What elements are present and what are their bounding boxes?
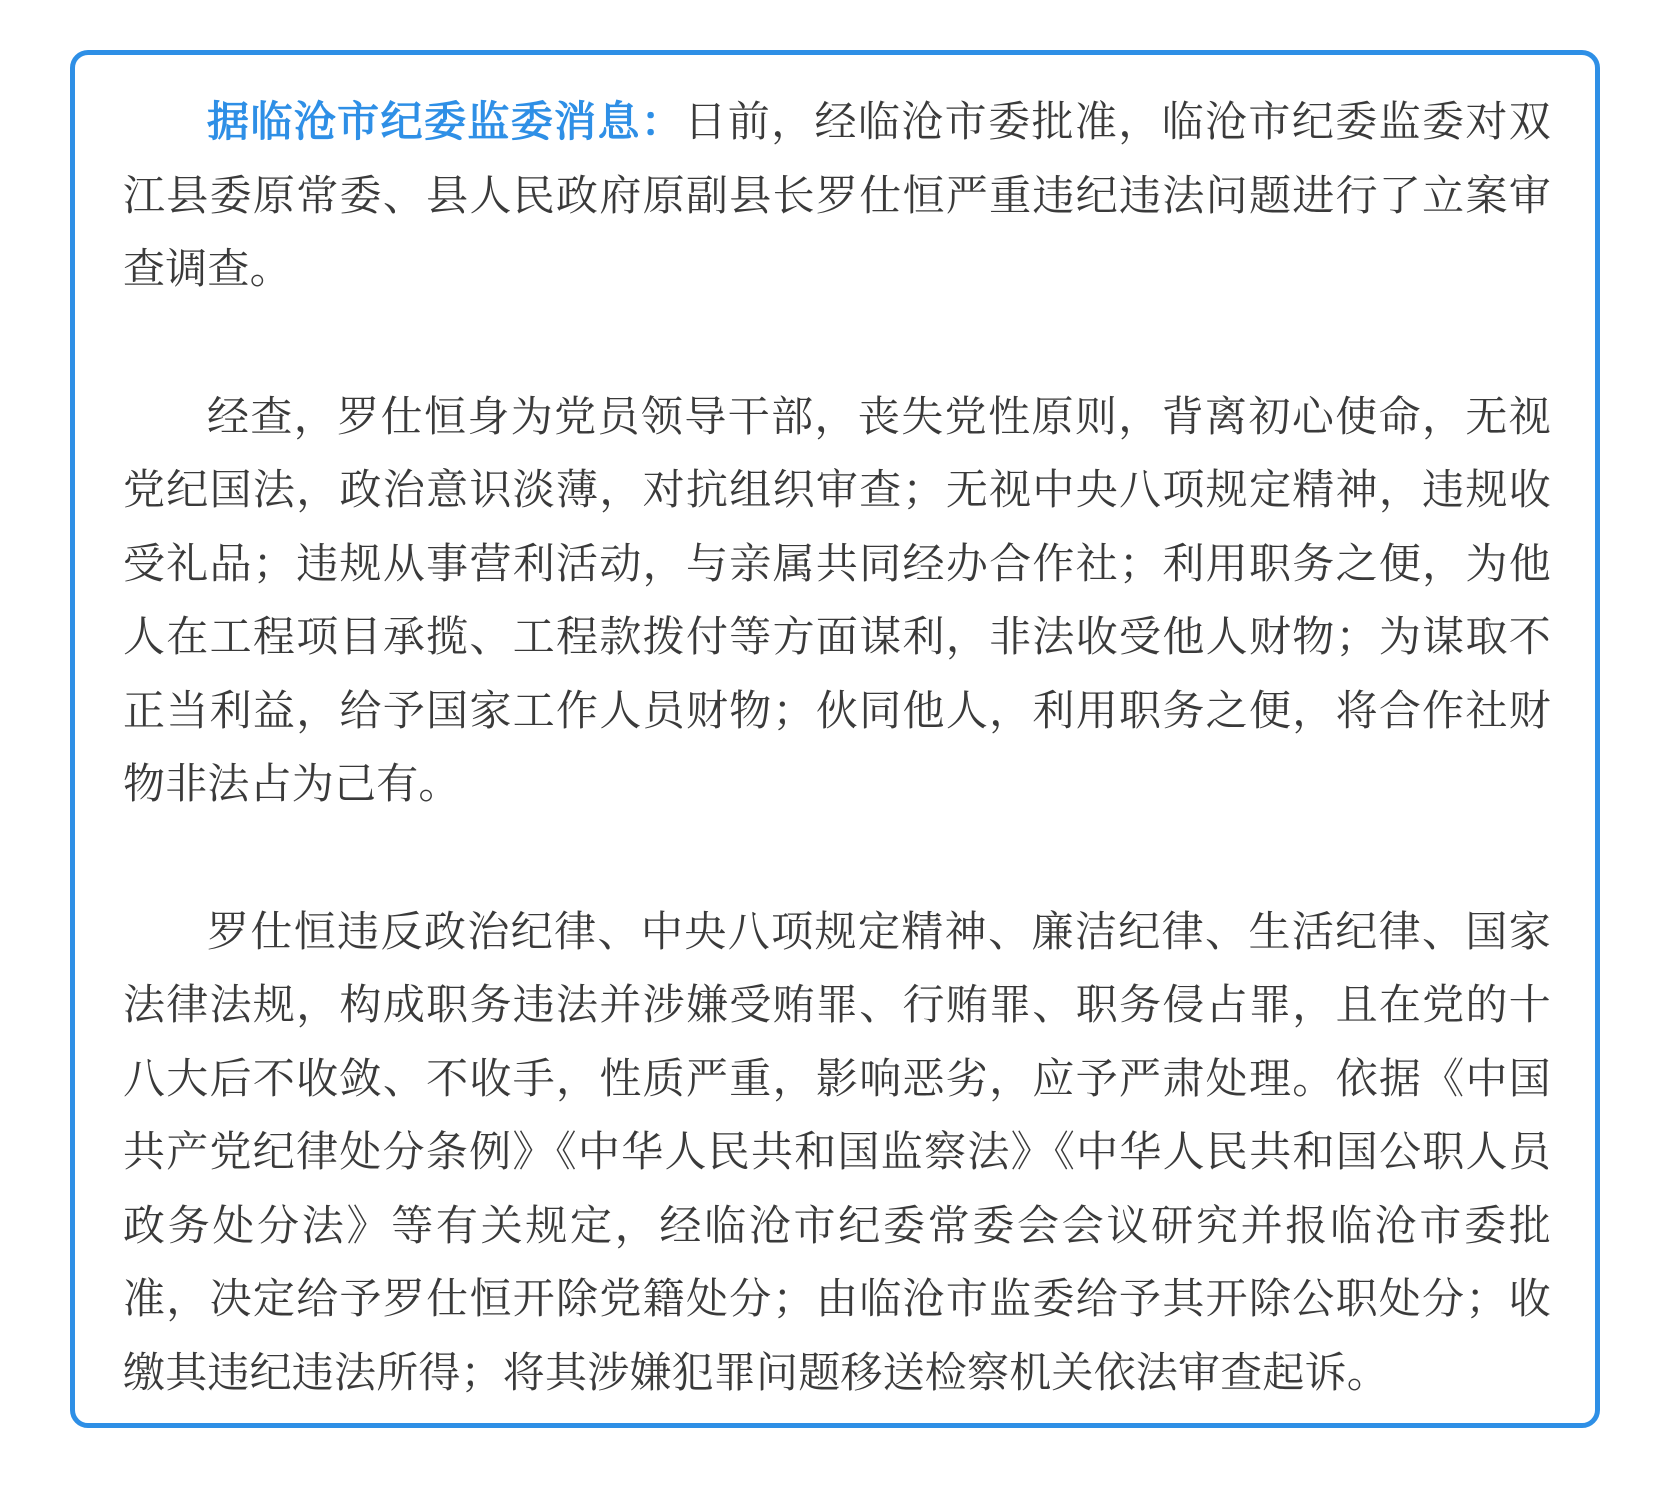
article-frame	[70, 50, 1600, 1428]
paragraph-1-text: 日前，经临沧市委批准，临沧市纪委监委对双江县委原常委、县人民政府原副县长罗仕恒严重违纪违法问题进行了立案审查调查。	[123, 97, 1551, 293]
paragraph-2: 经查，罗仕恒身为党员领导干部，丧失党性原则，背离初心使命，无视党纪国法，政治意识淡薄，对抗组织审查；无视中央八项规定精神，违规收受礼品；违规从事营利活动，与亲属共同经办合作社；利用职务之便，为他人在工程项目承揽、工程款拨付等方面谋利，非法收受他人财物；为谋取不正当利益，给予国家工作人员财物；伙同他人，利用职务之便，将合作社财物非法占为己有。	[123, 391, 1551, 808]
paragraph-3: 罗仕恒违反政治纪律、中央八项规定精神、廉洁纪律、生活纪律、国家法律法规，构成职务违法并涉嫌受贿罪、行贿罪、职务侵占罪，且在党的十八大后不收敛、不收手，性质严重，影响恶劣，应予严肃处理。依据《中国共产党纪律处分条例》《中华人民共和国监察法》《中华人民共和国公职人员政务处分法》等有关规定，经临沧市纪委常委会会议研究并报临沧市委批准，决定给予罗仕恒开除党籍处分；由临沧市监委给予其开除公职处分；收缴其违纪违法所得；将其涉嫌犯罪问题移送检察机关依法审查起诉。	[123, 906, 1551, 1397]
paragraph-1	[123, 85, 1551, 306]
article-body	[123, 85, 1551, 1409]
source-lead: 据临沧市纪委监委消息：	[207, 97, 685, 146]
